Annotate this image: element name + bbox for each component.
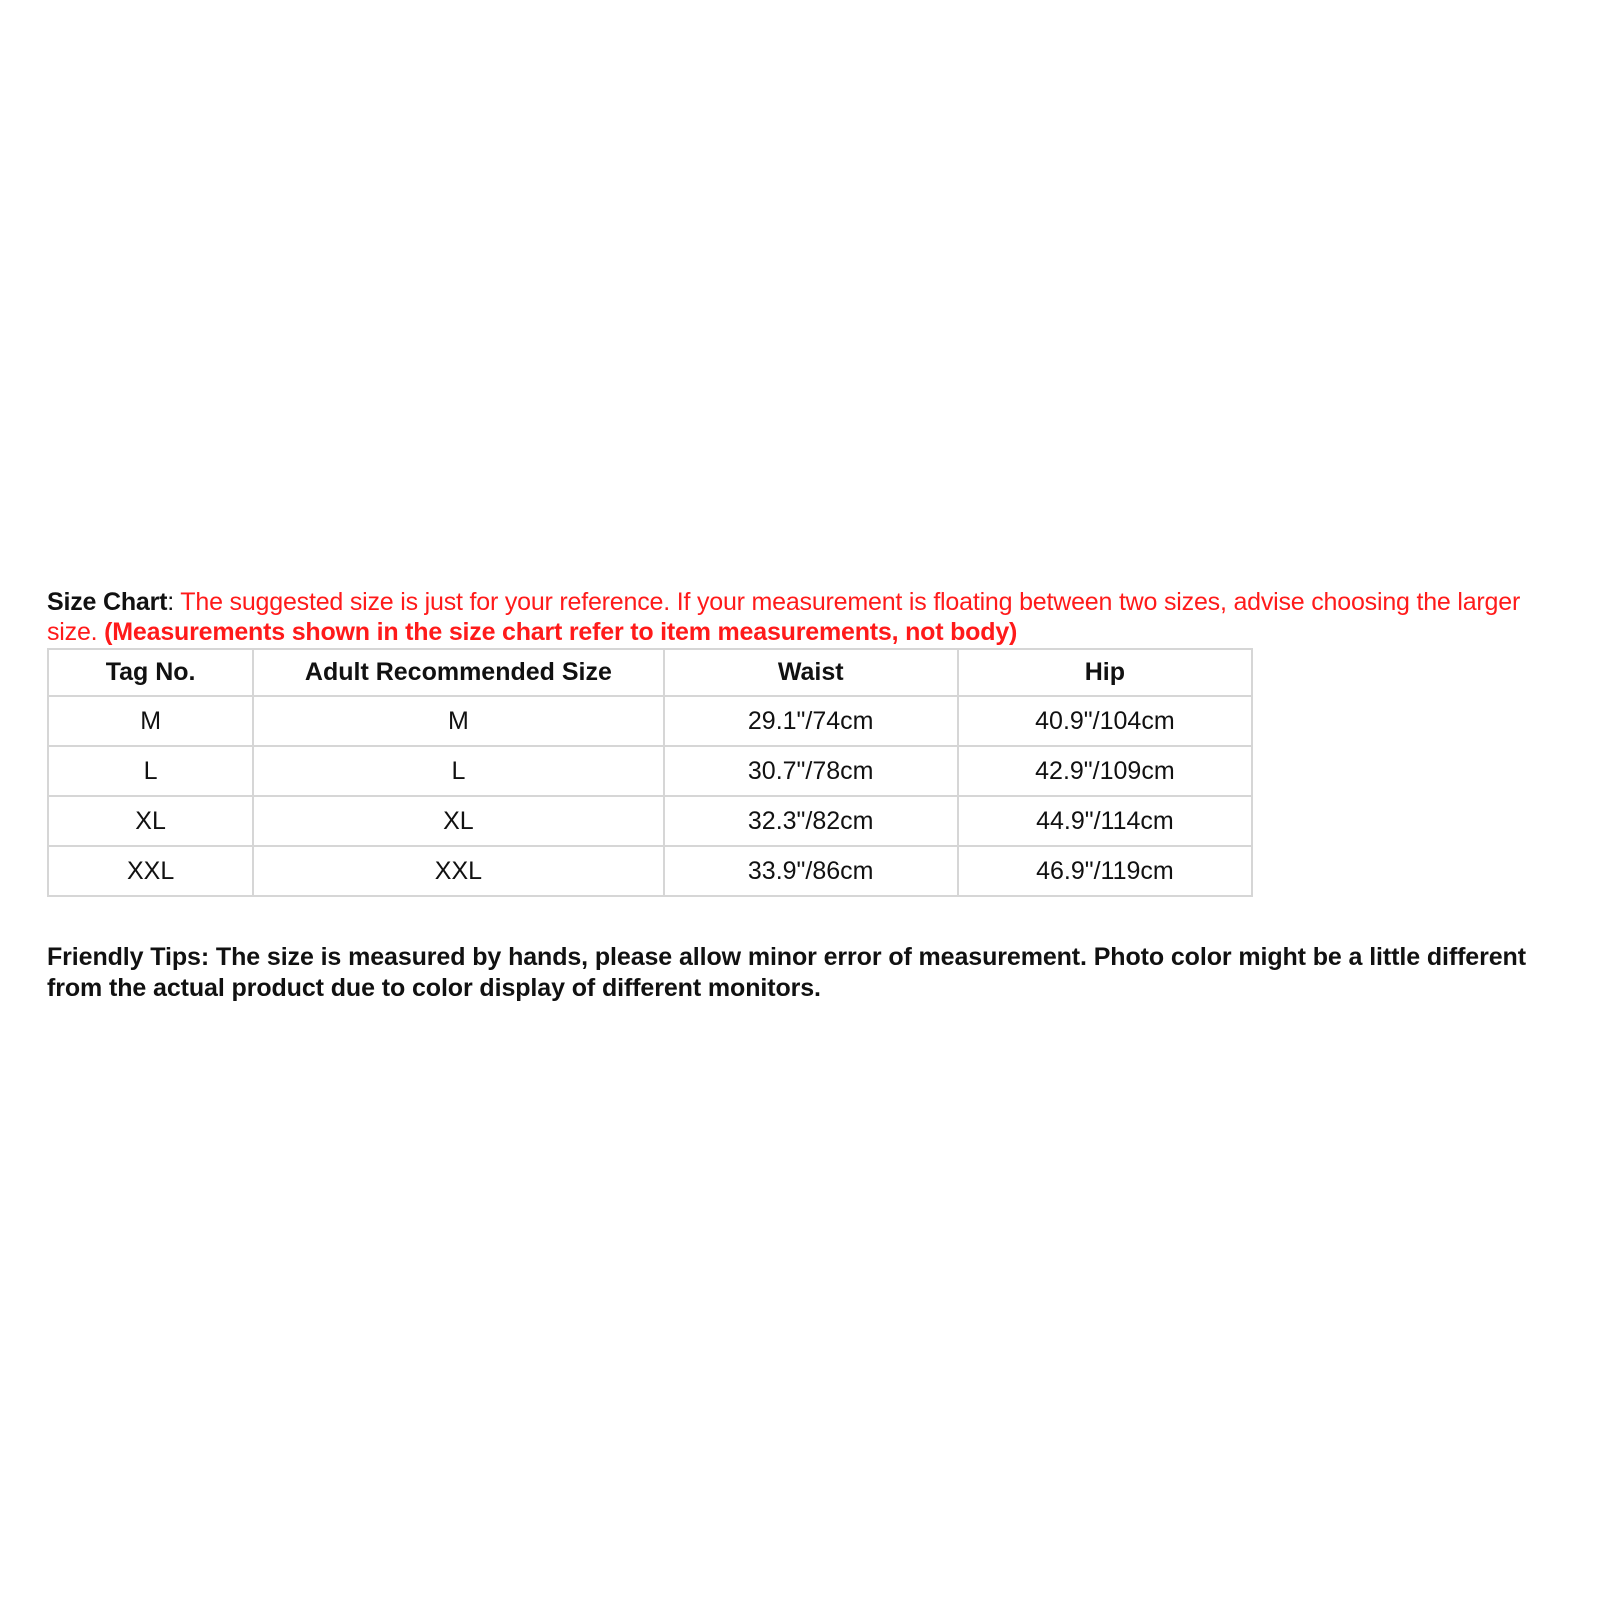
cell-waist: 33.9"/86cm <box>664 846 958 896</box>
cell-waist: 30.7"/78cm <box>664 746 958 796</box>
header-tag-no: Tag No. <box>48 649 253 696</box>
cell-hip: 40.9"/104cm <box>958 696 1252 746</box>
cell-adult-size: L <box>253 746 663 796</box>
header-adult-recommended-size: Adult Recommended Size <box>253 649 663 696</box>
cell-waist: 32.3"/82cm <box>664 796 958 846</box>
table-row <box>48 746 1252 796</box>
cell-hip: 46.9"/119cm <box>958 846 1252 896</box>
friendly-tips: Friendly Tips: The size is measured by hands, please allow minor error of measurement. Photo color might be a little different from the actual product due to color display of different monitors. <box>47 943 1526 1002</box>
cell-tag-no: L <box>48 746 253 796</box>
table-row <box>48 696 1252 746</box>
cell-adult-size: XXL <box>253 846 663 896</box>
cell-hip: 42.9"/109cm <box>958 746 1252 796</box>
header-waist: Waist <box>664 649 958 696</box>
size-chart-emphasis: (Measurements shown in the size chart refer to item measurements, not body) <box>104 618 1018 646</box>
cell-adult-size: XL <box>253 796 663 846</box>
size-chart-note: The suggested size is just for your reference. If your measurement is floating between two sizes, advise choosing the larger size. <box>47 588 1521 646</box>
cell-tag-no: XXL <box>48 846 253 896</box>
cell-hip: 44.9"/114cm <box>958 796 1252 846</box>
cell-tag-no: M <box>48 696 253 746</box>
cell-waist: 29.1"/74cm <box>664 696 958 746</box>
size-chart-label: Size Chart <box>47 588 168 616</box>
size-table <box>47 648 1253 897</box>
size-chart-intro <box>47 587 1557 647</box>
table-row <box>48 796 1252 846</box>
size-chart-colon: : <box>167 588 175 616</box>
cell-adult-size: M <box>253 696 663 746</box>
table-header-row <box>48 649 1252 696</box>
table-row <box>48 846 1252 896</box>
header-hip: Hip <box>958 649 1252 696</box>
cell-tag-no: XL <box>48 796 253 846</box>
